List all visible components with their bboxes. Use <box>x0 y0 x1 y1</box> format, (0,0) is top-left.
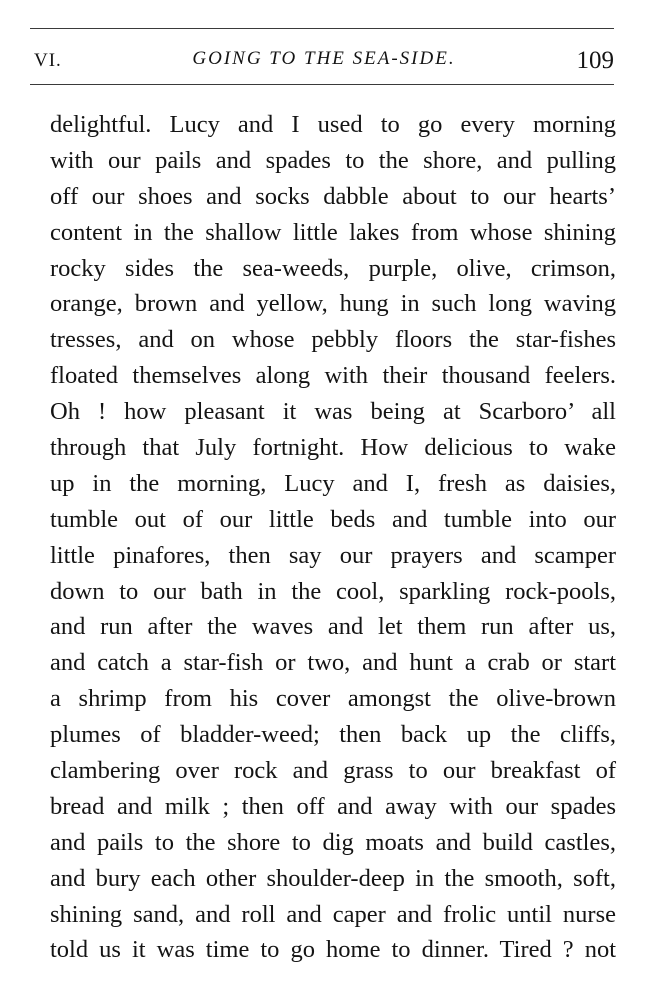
body-text <box>50 107 616 968</box>
text-line: rocky sides the sea-weeds, purple, olive, crimson, <box>50 254 616 282</box>
text-line: and catch a star-fish or two, and hunt a crab or start <box>50 649 616 677</box>
text-line: with our pails and spades to the shore, and pulling <box>50 146 616 174</box>
text-line: Oh ! how pleasant it was being at Scarboro’ all <box>50 398 616 426</box>
text-line: through that July fortnight. How delicious to wake <box>50 434 616 462</box>
text-line: content in the shallow little lakes from whose shining <box>50 218 616 246</box>
running-head <box>34 46 614 76</box>
text-line: and pails to the shore to dig moats and build castles, <box>50 828 616 856</box>
text-line: plumes of bladder-weed; then back up the cliffs, <box>50 721 616 749</box>
text-line: down to our bath in the cool, sparkling rock-pools, <box>50 577 616 605</box>
text-line: told us it was time to go home to dinner. Tired ? not <box>50 936 616 964</box>
page-number: 109 <box>576 47 614 74</box>
chapter-numeral: VI. <box>34 50 62 71</box>
text-line: floated themselves along with their thousand feelers. <box>50 362 616 390</box>
text-line: up in the morning, Lucy and I, fresh as daisies, <box>50 469 616 497</box>
text-line: tresses, and on whose pebbly floors the star-fishes <box>50 326 616 354</box>
header-top-rule <box>30 28 614 29</box>
text-line: little pinafores, then say our prayers and scamper <box>50 541 616 569</box>
text-line: tumble out of our little beds and tumble into our <box>50 505 616 533</box>
header-bottom-rule <box>30 84 614 85</box>
text-line: clambering over rock and grass to our breakfast of <box>50 757 616 785</box>
text-line: bread and milk ; then off and away with our spades <box>50 792 616 820</box>
text-line: orange, brown and yellow, hung in such long waving <box>50 290 616 318</box>
text-line: a shrimp from his cover amongst the olive-brown <box>50 685 616 713</box>
text-line: off our shoes and socks dabble about to our hearts’ <box>50 182 616 210</box>
text-line: delightful. Lucy and I used to go every morning <box>50 111 616 138</box>
running-head-title: GOING TO THE SEA-SIDE. <box>192 48 456 69</box>
text-line: and bury each other shoulder-deep in the smooth, soft, <box>50 864 616 892</box>
text-line: and run after the waves and let them run after us, <box>50 613 616 641</box>
text-line: shining sand, and roll and caper and frolic until nurse <box>50 900 616 928</box>
